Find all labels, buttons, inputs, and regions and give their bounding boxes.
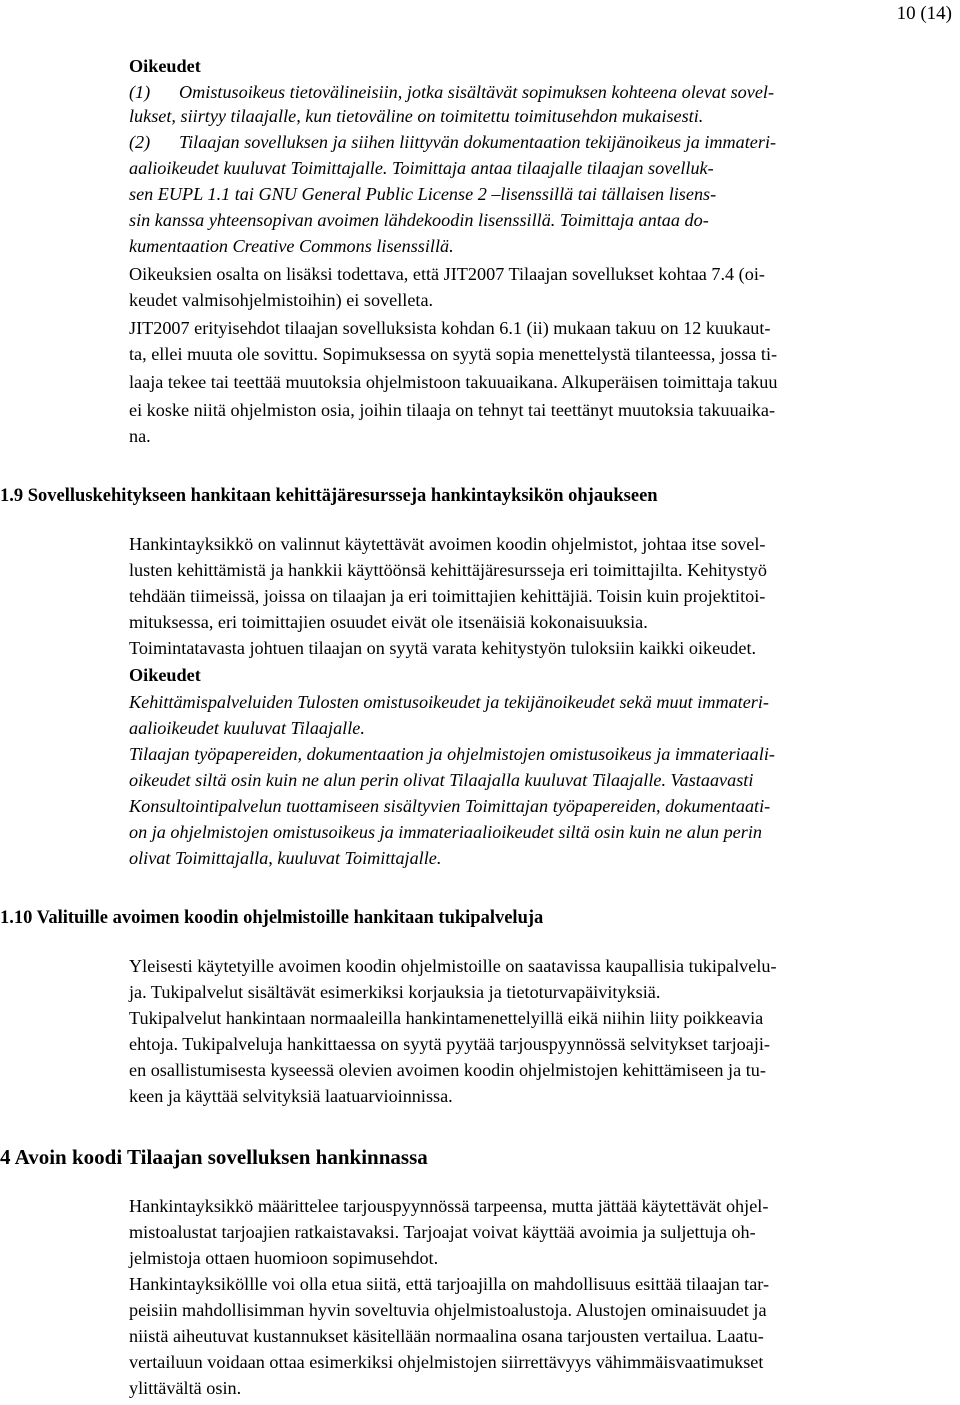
rights-heading: Oikeudet bbox=[129, 56, 201, 76]
chapter-heading-4: 4 Avoin koodi Tilaajan sovelluksen hankinnassa bbox=[0, 1145, 428, 1169]
paragraph-line: Hankintayksiköllle voi olla etua siitä, että tarjoajilla on mahdollisuus esittää tilaajan tar- bbox=[129, 1274, 770, 1294]
section-heading-1-9: 1.9 Sovelluskehitykseen hankitaan kehittäjäresursseja hankintayksikön ohjaukseen bbox=[0, 486, 658, 506]
rights-line: on ja ohjelmistojen omistusoikeus ja immateriaalioikeudet siltä osin kuin ne alun perin bbox=[129, 822, 762, 842]
section-heading-1-10: 1.10 Valituille avoimen koodin ohjelmistoille hankitaan tukipalveluja bbox=[0, 908, 544, 928]
paragraph-line: keen ja käyttää selvityksiä laatuarvioinnissa. bbox=[129, 1086, 453, 1106]
item-number: (2) bbox=[129, 132, 151, 152]
paragraph-line: Hankintayksikkö määrittelee tarjouspyynnössä tarpeensa, mutta jättää käytettävät ohjel- bbox=[129, 1196, 769, 1216]
paragraph-line: ehtoja. Tukipalveluja hankittaessa on syytä pyytää tarjouspyynnössä selvitykset tarjoaji- bbox=[129, 1034, 770, 1054]
rights-item-2-line: sin kanssa yhteensopivan avoimen lähdekoodin lisenssillä. Toimittaja antaa do- bbox=[129, 210, 709, 230]
rights-line: Tilaajan työpapereiden, dokumentaation ja ohjelmistojen omistusoikeus ja immateriaali- bbox=[129, 744, 775, 764]
rights-line: aalioikeudet kuuluvat Tilaajalle. bbox=[129, 718, 365, 738]
paragraph-line: ylittävältä osin. bbox=[129, 1378, 242, 1398]
rights-item-2-line: sen EUPL 1.1 tai GNU General Public License 2 –lisenssillä tai tällaisen lisens- bbox=[129, 184, 717, 204]
paragraph-line: keudet valmisohjelmistoihin) ei sovelleta. bbox=[129, 290, 434, 310]
rights-item-2-line: kumentaation Creative Commons lisenssillä. bbox=[129, 236, 454, 256]
paragraph-line: laaja tekee tai teettää muutoksia ohjelmistoon takuuaikana. Alkuperäisen toimittaja takuu bbox=[129, 372, 778, 392]
paragraph-line: Oikeuksien osalta on lisäksi todettava, että JIT2007 Tilaajan sovellukset kohtaa 7.4 (oi- bbox=[129, 264, 765, 284]
paragraph-line: ei koske niitä ohjelmiston osia, joihin tilaaja on tehnyt tai teettänyt muutoksia takuuaika- bbox=[129, 400, 776, 420]
rights-item-2-line: (2) Tilaajan sovelluksen ja siihen liittyvän dokumentaation tekijänoikeus ja immateri- bbox=[129, 132, 777, 152]
page-number: 10 (14) bbox=[896, 3, 952, 24]
rights-heading: Oikeudet bbox=[129, 665, 201, 685]
rights-line: Konsultointipalvelun tuottamiseen sisältyvien Toimittajan työpapereiden, dokumentaati- bbox=[129, 796, 771, 816]
paragraph-line: ja. Tukipalvelut sisältävät esimerkiksi korjauksia ja tietoturvapäivityksiä. bbox=[129, 982, 661, 1002]
rights-line: Kehittämispalveluiden Tulosten omistusoikeudet ja tekijänoikeudet sekä muut immateri- bbox=[129, 692, 769, 712]
paragraph-line: Hankintayksikkö on valinnut käytettävät avoimen koodin ohjelmistot, johtaa itse sovel- bbox=[129, 534, 766, 554]
rights-line: oikeudet siltä osin kuin ne alun perin olivat Tilaajalla kuuluvat Tilaajalle. Vastaavasti bbox=[129, 770, 754, 790]
rights-item-1-line: lukset, siirtyy tilaajalle, kun tietoväline on toimitettu toimitusehdon mukaisesti. bbox=[129, 106, 704, 126]
paragraph-line: Tukipalvelut hankintaan normaaleilla hankintamenettelyillä eikä niihin liity poikkeavia bbox=[129, 1008, 764, 1028]
paragraph-line: ta, ellei muuta ole sovittu. Sopimuksessa on syytä sopia menettelystä tilanteessa, jossa ti- bbox=[129, 344, 778, 364]
rights-item-1-line: (1) Omistusoikeus tietovälineisiin, jotka sisältävät sopimuksen kohteena olevat sovel- bbox=[129, 82, 775, 102]
paragraph-line: mituksessa, eri toimittajien osuudet eivät ole itsenäisiä kokonaisuuksia. bbox=[129, 612, 648, 632]
rights-item-2-line: aalioikeudet kuuluvat Toimittajalle. Toimittaja antaa tilaajalle tilaajan sovelluk- bbox=[129, 158, 714, 178]
paragraph-line: Yleisesti käytetyille avoimen koodin ohjelmistoille on saatavissa kaupallisia tukipalvelu- bbox=[129, 956, 777, 976]
paragraph-line: Toimintatavasta johtuen tilaajan on syytä varata kehitystyön tuloksiin kaikki oikeudet. bbox=[129, 638, 757, 658]
paragraph-line: lusten kehittämistä ja hankkii käyttöönsä kehittäjäresursseja eri toimittajilta. Kehitystyö bbox=[129, 560, 767, 580]
paragraph-line: JIT2007 erityisehdot tilaajan sovelluksista kohdan 6.1 (ii) mukaan takuu on 12 kuukaut- bbox=[129, 318, 771, 338]
paragraph-line: na. bbox=[129, 426, 151, 446]
paragraph-line: tehdään tiimeissä, joissa on tilaajan ja eri toimittajien kehittäjiä. Toisin kuin projektitoi- bbox=[129, 586, 766, 606]
paragraph-line: jelmistoja ottaen huomioon sopimusehdot. bbox=[129, 1248, 439, 1268]
paragraph-line: niistä aiheutuvat kustannukset käsitellään normaalina osana tarjousten vertailua. Laatu- bbox=[129, 1326, 764, 1346]
paragraph-line: vertailuun voidaan ottaa esimerkiksi ohjelmistojen siirrettävyys vähimmäisvaatimukset bbox=[129, 1352, 764, 1372]
paragraph-line: peisiin mahdollisimman hyvin soveltuvia ohjelmistoalustoja. Alustojen ominaisuudet ja bbox=[129, 1300, 767, 1320]
item-number: (1) bbox=[129, 82, 151, 102]
rights-line: olivat Toimittajalla, kuuluvat Toimittajalle. bbox=[129, 848, 442, 868]
paragraph-line: mistoalustat tarjoajien ratkaistavaksi. Tarjoajat voivat käyttää avoimia ja suljettuja oh- bbox=[129, 1222, 756, 1242]
paragraph-line: en osallistumisesta kyseessä olevien avoimen koodin ohjelmistojen kehittämiseen ja tu- bbox=[129, 1060, 766, 1080]
